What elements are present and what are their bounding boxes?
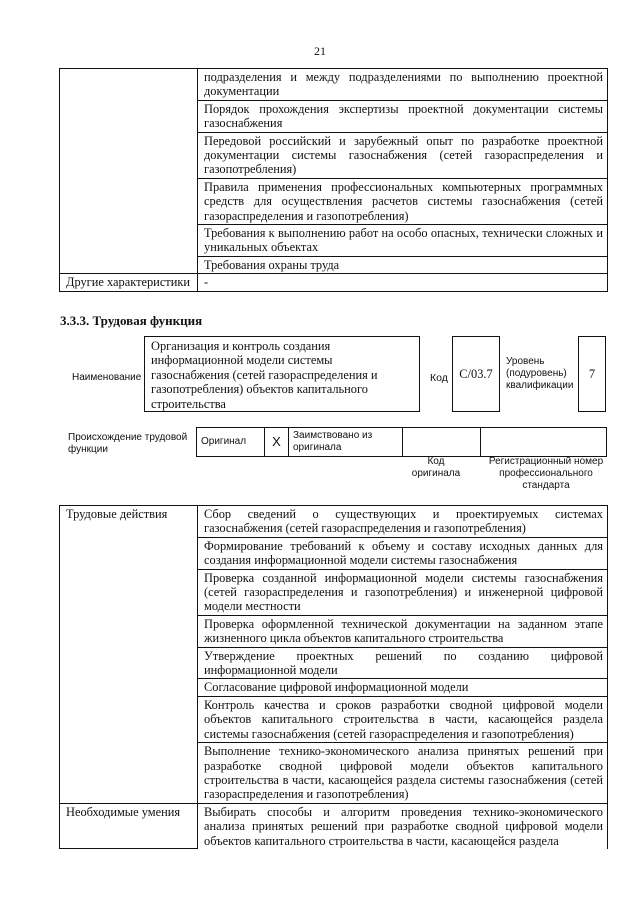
action-item: Согласование цифровой информационной модели (198, 679, 608, 696)
skills-label: Необходимые умения (60, 803, 198, 849)
code-original-caption: Код оригинала (411, 456, 461, 479)
table-row (60, 69, 608, 101)
table-cell: Правила применения профессиональных компьютерных программных средств для осуществления расчетов системы газоснабжения (сетей газораспределения и газопотребления) (198, 178, 608, 224)
action-item: Проверка оформленной технической документации на заданном этапе жизненного цикла объектов капитального строительства (198, 615, 608, 647)
original-label: Оригинал (197, 428, 265, 457)
code-value-box (452, 336, 500, 412)
skill-item: Выбирать способы и алгоритм проведения технико-экономического анализа принятых решений при разработке сводной цифровой модели объектов капитального строительства в части, касающейся раздела (198, 803, 608, 849)
table-row (60, 506, 608, 538)
reg-number-cell (481, 428, 607, 457)
origin-label: Происхождение трудовой функции (68, 432, 188, 455)
action-item: Проверка созданной информационной модели системы газоснабжения (сетей газораспределения и газопотребления) и инженерной цифровой модели местности (198, 569, 608, 615)
origin-table (196, 427, 607, 457)
action-item: Сбор сведений о существующих и проектируемых системах газоснабжения (сетей газораспределения и газопотребления) (198, 506, 608, 538)
section-title: 3.3.3. Трудовая функция (60, 313, 203, 328)
table-cell: Требования к выполнению работ на особо опасных, технически сложных и уникальных объектах (198, 225, 608, 257)
table-row (60, 274, 608, 291)
reg-number-caption: Регистрационный номер профессионального стандарта (488, 456, 604, 491)
code-label: Код (430, 372, 448, 384)
other-characteristics-value: - (198, 274, 608, 291)
table-cell-left (60, 69, 198, 274)
action-item: Утверждение проектных решений по созданию цифровой информационной модели (198, 647, 608, 679)
original-mark: X (265, 428, 289, 457)
table-cell: подразделения и между подразделениями по выполнению проектной документации (198, 69, 608, 101)
table-cell: Требования охраны труда (198, 256, 608, 273)
table-cell: Передовой российский и зарубежный опыт по разработке проектной документации системы газоснабжения (сетей газораспределения и газопотребления) (198, 132, 608, 178)
page-number: 21 (314, 44, 326, 58)
borrowed-label: Заимствовано из оригинала (289, 428, 403, 457)
level-value-box (578, 336, 606, 412)
function-name-box (144, 336, 420, 412)
level-label: Уровень (подуровень) квалификации (506, 356, 574, 391)
actions-label: Трудовые действия (60, 506, 198, 804)
level-value: 7 (588, 367, 596, 381)
action-item: Контроль качества и сроков разработки сводной цифровой модели объектов капитального строительства в части, касающейся раздела системы газоснабжения (сетей газораспределения и газопотребления) (198, 696, 608, 742)
knowledge-table (59, 68, 608, 292)
table-cell: Порядок прохождения экспертизы проектной документации системы газоснабжения (198, 100, 608, 132)
table-row (60, 803, 608, 849)
code-value: С/03.7 (459, 367, 493, 381)
action-item: Формирование требований к объему и составу исходных данных для создания информационной модели системы газоснабжения (198, 537, 608, 569)
name-label: Наименование (72, 372, 142, 383)
code-original-cell (403, 428, 481, 457)
action-item: Выполнение технико-экономического анализа принятых решений при разработке сводной цифровой модели объектов капитального строительства в части, касающейся раздела системы газоснабжения (сетей газораспределения и газопотребления) (198, 743, 608, 804)
actions-table (59, 505, 608, 849)
other-characteristics-label: Другие характеристики (60, 274, 198, 291)
function-name-value: Организация и контроль создания информационной модели системы газоснабжения (сетей газораспределения и газопотребления) объектов капитального строительства (151, 339, 378, 411)
